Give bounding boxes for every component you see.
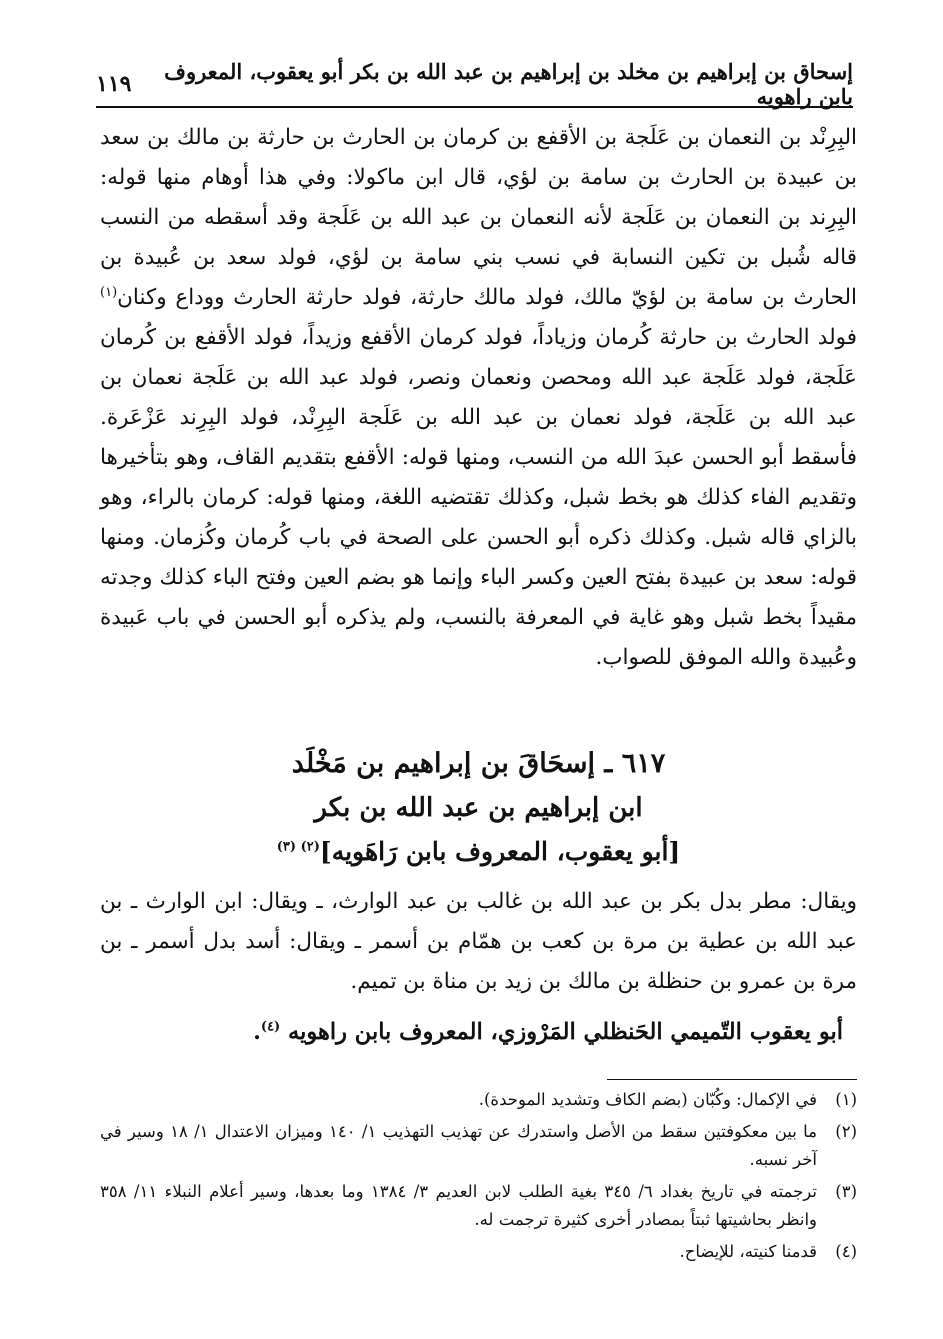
running-title: إسحاق بن إبراهيم بن مخلد بن إبراهيم بن عبد الله بن بكر أبو يعقوب، المعروف بابن راهويه [164,59,853,109]
entry-text [100,882,857,1002]
body-paragraph [100,118,857,678]
footnote-text: قدمنا كنيته، للإيضاح. [679,1242,817,1261]
header-rule [96,106,853,108]
running-header [96,59,853,109]
entry-lineage-text: ويقال: مطر بدل بكر بن عبد الله بن غالب بن عبد الوارث، ـ ويقال: ابن الوارث ـ بن عبد الله بن عطية بن مرة بن كعب بن همّام بن أسمر ـ ويقال: أسد بدل أسمر ـ بن مرة بن عمرو بن حنظلة بن مالك بن زيد بن مناة بن تميم. [100,889,857,994]
footnote-3 [100,1178,857,1234]
footnote-2 [100,1118,857,1174]
footnote-1 [100,1086,857,1114]
entry-heading-line-3-text: [أبو يعقوب، المعروف بابن رَاهَويه] [319,837,681,866]
body-text-part-1: البِرِنْد بن النعمان بن عَلَجة بن الأقفع بن كرمان بن الحارث بن حارثة بن مالك بن سعد بن عبيدة بن الحارث بن سامة بن لؤي، قال ابن ماكولا: وفي هذا أوهام منها قوله: البِرِند بن النعمان بن عَلَجة لأنه النعمان بن عبد الله بن عَلَجة وقد أسقطه من النسب قاله شُبل بن تكين النسابة في نسب بني سامة بن لؤي، فولد سعد بن عُبيدة بن الحارث بن سامة بن لؤيّ مالك، فولد مالك حارثة، فولد حارثة الحارث ووداع وكنان [100,125,857,310]
footnote-ref-1[interactable]: (١) [100,284,118,300]
entry-heading-line-2: ابن إبراهيم بن عبد الله بن بكر [314,793,643,823]
footnote-number: (١) [835,1090,857,1109]
body-text-part-2: فولد الحارث بن حارثة كُرمان وزياداً، فولد كرمان الأقفع وزيداً، فولد الأقفع بن كُرمان عَلَجة، فولد عَلَجة عبد الله ومحصن ونعمان ونصر، فولد عبد الله بن عَلَجة نعمان بن عبد الله بن عَلَجة، فولد نعمان بن عبد الله بن عَلَجة البِرِنْد، فولد البِرِند عَزْعَرة. فأسقط أبو الحسن عبدَ الله من النسب، ومنها قوله: الأقفع بتقديم القاف، وهو بتأخيرها وتقديم الفاء كذلك هو بخط شبل، وكذلك تقتضيه اللغة، ومنها قوله: كرمان بالراء، وهو بالزاي قاله شبل. وكذلك ذكره أبو الحسن على الصحة في باب كُرمان وكُزمان. ومنها قوله: سعد بن عبيدة بفتح العين وكسر الباء وإنما هو بضم العين وفتح الباء كذلك وجدته مقيداً بخط شبل وهو غاية في المعرفة بالنسب، ولم يذكره أبو الحسن في باب عَبيدة وعُبيدة والله الموفق للصواب. [100,325,857,670]
footnote-number: (٢) [835,1122,857,1141]
entry-kunya: أبو يعقوب التّميمي الحَنظلي المَرْوزي، المعروف بابن راهويه $^{(٤)}$. [253,1019,843,1045]
footnote-text: ترجمته في تاريخ بغداد ٦/ ٣٤٥ بغية الطلب لابن العديم ٣/ ١٣٨٤ وما بعدها، وسير أعلام النبلاء ١١/ ٣٥٨ وانظر بحاشيتها ثبتاً بمصادر أخرى كثيرة ترجمت له. [100,1182,817,1229]
footnote-number: (٣) [835,1182,857,1201]
footnote-number: (٤) [835,1242,857,1261]
entry-heading-line-1: ٦١٧ ـ إسحَاقَ بن إبراهيم بن مَخْلَد [291,748,666,779]
entry-heading [100,742,857,874]
entry-kunya-text: أبو يعقوب التّميمي الحَنظلي المَرْوزي، المعروف بابن راهويه [288,1019,843,1045]
footnotes [100,1086,857,1270]
page-number: ١١٩ [96,71,132,97]
footnote-ref-4[interactable]: (٤) [260,1019,281,1035]
entry-heading-line-3 [100,830,857,874]
footnote-refs-2-3[interactable]: (٢) (٣) [276,839,320,855]
footnote-text: في الإكمال: وكُبّان (بضم الكاف وتشديد الموحدة). [478,1090,817,1109]
footnote-4 [100,1238,857,1266]
footnote-rule [607,1079,857,1080]
footnote-text: ما بين معكوفتين سقط من الأصل واستدرك عن تهذيب التهذيب ١/ ١٤٠ وميزان الاعتدال ١/ ١٨ وسير في آخر نسبه. [100,1122,817,1169]
